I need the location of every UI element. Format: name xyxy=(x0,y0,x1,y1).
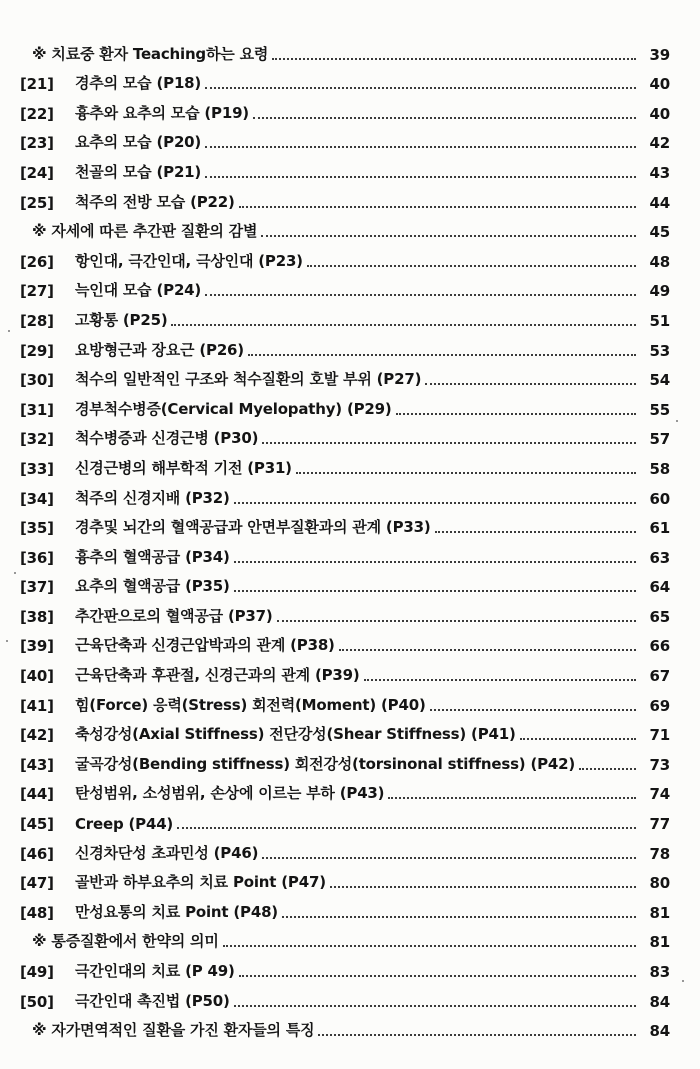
toc-entry-title: 고황통 (P25) xyxy=(75,310,168,329)
toc-entry-page-number: 60 xyxy=(649,489,670,508)
toc-entry-page-number: 83 xyxy=(649,963,670,981)
toc-entry-page-number: 71 xyxy=(649,726,670,745)
toc-entry-page-number: 54 xyxy=(649,371,670,390)
toc-entry-page-number: 74 xyxy=(649,785,670,804)
toc-note-entry xyxy=(20,34,670,64)
toc-entry-title: 근육단축과 신경근압박과의 관계 (P38) xyxy=(75,636,335,655)
dot-leader xyxy=(277,620,636,622)
scan-speck xyxy=(6,640,8,642)
toc-entry-title: 근육단축과 후관절, 신경근과의 관계 (P39) xyxy=(75,666,360,685)
toc-entry-number: [25] xyxy=(20,193,54,212)
toc-entry-title: 척수병증과 신경근병 (P30) xyxy=(75,429,259,448)
dot-leader xyxy=(272,58,636,60)
toc-entry xyxy=(20,123,670,153)
toc-entry xyxy=(20,64,670,94)
toc-entry-title: ※ 자세에 따른 추간판 질환의 감별 xyxy=(32,222,258,241)
toc-entry xyxy=(20,892,670,922)
table-of-contents xyxy=(20,34,670,1040)
toc-entry-number: [26] xyxy=(20,252,54,271)
dot-leader xyxy=(425,383,636,385)
toc-entry-page-number: 53 xyxy=(649,341,670,360)
toc-entry-title: ※ 치료중 환자 Teaching하는 요령 xyxy=(32,44,269,63)
dot-leader xyxy=(262,857,636,859)
toc-entry-page-number: 64 xyxy=(649,578,670,597)
toc-entry-number: [48] xyxy=(20,903,54,922)
toc-entry-number: [21] xyxy=(20,75,54,94)
dot-leader xyxy=(282,916,636,918)
toc-entry xyxy=(20,626,670,656)
toc-entry xyxy=(20,419,670,449)
toc-entry-title: 신경차단성 초과민성 (P46) xyxy=(75,843,259,862)
dot-leader xyxy=(330,886,636,888)
toc-entry-number: [46] xyxy=(20,844,54,863)
toc-entry xyxy=(20,389,670,419)
toc-note-entry xyxy=(20,1011,670,1041)
toc-entry-number: [28] xyxy=(20,311,54,330)
dot-leader xyxy=(318,1034,636,1036)
toc-entry-number: [50] xyxy=(20,992,54,1011)
toc-entry-number: [38] xyxy=(20,607,54,626)
dot-leader xyxy=(248,354,636,356)
toc-entry-number: [42] xyxy=(20,726,54,745)
toc-entry-number: [36] xyxy=(20,548,54,567)
toc-entry-number: [44] xyxy=(20,785,54,804)
toc-entry-title: 골반과 하부요추의 치료 Point (P47) xyxy=(75,873,326,892)
dot-leader xyxy=(171,324,636,326)
toc-entry xyxy=(20,744,670,774)
toc-entry xyxy=(20,655,670,685)
toc-entry xyxy=(20,478,670,508)
dot-leader xyxy=(262,442,636,444)
toc-entry-number: [40] xyxy=(20,667,54,686)
toc-entry xyxy=(20,448,670,478)
toc-entry-number: [30] xyxy=(20,371,54,390)
toc-entry-title: 극간인대 촉진법 (P50) xyxy=(75,991,230,1010)
toc-entry xyxy=(20,537,670,567)
toc-entry-number: [23] xyxy=(20,134,54,153)
toc-entry-title: 척수의 일반적인 구조와 척수질환의 호발 부위 (P27) xyxy=(75,370,422,389)
toc-entry xyxy=(20,360,670,390)
toc-entry-page-number: 80 xyxy=(649,874,670,893)
dot-leader xyxy=(205,87,636,89)
dot-leader xyxy=(223,945,636,947)
toc-entry-page-number: 65 xyxy=(649,607,670,626)
toc-entry-number: [45] xyxy=(20,815,54,834)
toc-entry xyxy=(20,803,670,833)
dot-leader xyxy=(253,117,636,119)
toc-entry-number: [32] xyxy=(20,430,54,449)
toc-note-entry xyxy=(20,922,670,952)
dot-leader xyxy=(205,294,636,296)
dot-leader xyxy=(205,176,636,178)
toc-entry-title: ※ 통증질환에서 한약의 의미 xyxy=(32,932,219,951)
toc-entry-page-number: 42 xyxy=(649,134,670,153)
toc-entry-title: 힘(Force) 응력(Stress) 회전력(Moment) (P40) xyxy=(75,695,426,714)
toc-entry xyxy=(20,93,670,123)
toc-entry-title: 경추및 뇌간의 혈액공급과 안면부질환과의 관계 (P33) xyxy=(75,518,431,537)
dot-leader xyxy=(205,146,636,148)
toc-entry xyxy=(20,981,670,1011)
toc-entry xyxy=(20,774,670,804)
toc-entry xyxy=(20,715,670,745)
toc-entry-page-number: 49 xyxy=(649,282,670,301)
toc-entry-number: [34] xyxy=(20,489,54,508)
toc-entry-page-number: 55 xyxy=(649,400,670,419)
toc-entry-page-number: 84 xyxy=(649,992,670,1011)
dot-leader xyxy=(234,1005,636,1007)
toc-entry-title: 요방형근과 장요근 (P26) xyxy=(75,340,244,359)
toc-entry xyxy=(20,300,670,330)
toc-entry-title: 척주의 신경지배 (P32) xyxy=(75,488,230,507)
dot-leader xyxy=(388,797,636,799)
toc-entry-title: 항인대, 극간인대, 극상인대 (P23) xyxy=(75,251,303,270)
toc-entry-title: 추간판으로의 혈액공급 (P37) xyxy=(75,606,273,625)
toc-entry-title: 경추의 모습 (P18) xyxy=(75,74,202,93)
toc-entry-number: [22] xyxy=(20,104,54,123)
toc-entry-page-number: 58 xyxy=(649,459,670,478)
toc-entry-page-number: 69 xyxy=(649,696,670,715)
toc-entry xyxy=(20,567,670,597)
toc-entry-page-number: 48 xyxy=(649,252,670,271)
toc-entry-title: 신경근병의 해부학적 기전 (P31) xyxy=(75,458,292,477)
dot-leader xyxy=(177,827,636,829)
dot-leader xyxy=(261,235,636,237)
toc-entry-number: [33] xyxy=(20,459,54,478)
toc-entry xyxy=(20,182,670,212)
toc-entry xyxy=(20,271,670,301)
toc-entry-page-number: 67 xyxy=(649,667,670,686)
dot-leader xyxy=(396,413,636,415)
dot-leader xyxy=(234,590,636,592)
toc-entry-title: 늑인대 모습 (P24) xyxy=(75,281,202,300)
toc-entry-title: 굴곡강성(Bending stiffness) 회전강성(torsinonal stiffness) (P42) xyxy=(75,754,576,773)
dot-leader xyxy=(239,206,636,208)
toc-entry-title: 극간인대의 치료 (P 49) xyxy=(75,962,235,980)
toc-note-entry xyxy=(20,212,670,242)
toc-entry-number: [31] xyxy=(20,400,54,419)
toc-entry-number: [47] xyxy=(20,874,54,893)
scan-speck xyxy=(676,420,678,422)
toc-entry-title: 척주의 전방 모습 (P22) xyxy=(75,192,235,211)
dot-leader xyxy=(234,502,636,504)
toc-entry-page-number: 44 xyxy=(649,193,670,212)
toc-entry-title: ※ 자가면역적인 질환을 가진 환자들의 특징 xyxy=(32,1021,315,1040)
toc-entry-number: [24] xyxy=(20,163,54,182)
toc-entry-number: [43] xyxy=(20,755,54,774)
toc-entry-number: [49] xyxy=(20,963,54,981)
toc-entry xyxy=(20,685,670,715)
toc-entry-title: 요추의 혈액공급 (P35) xyxy=(75,577,230,596)
toc-entry xyxy=(20,863,670,893)
dot-leader xyxy=(339,649,636,651)
toc-entry-page-number: 39 xyxy=(649,45,670,64)
dot-leader xyxy=(435,531,637,533)
toc-entry-title: Creep (P44) xyxy=(75,815,174,834)
toc-entry-number: [29] xyxy=(20,341,54,360)
dot-leader xyxy=(307,265,636,267)
scan-speck xyxy=(14,572,16,574)
toc-entry xyxy=(20,152,670,182)
toc-entry-title: 탄성범위, 소성범위, 손상에 이르는 부하 (P43) xyxy=(75,784,385,803)
toc-entry-page-number: 78 xyxy=(649,844,670,863)
toc-entry-title: 요추의 모습 (P20) xyxy=(75,133,202,152)
toc-entry-number: [37] xyxy=(20,578,54,597)
dot-leader xyxy=(430,709,636,711)
toc-entry-page-number: 57 xyxy=(649,430,670,449)
dot-leader xyxy=(364,679,636,681)
dot-leader xyxy=(296,472,636,474)
toc-entry-title: 천골의 모습 (P21) xyxy=(75,162,202,181)
toc-entry xyxy=(20,508,670,538)
toc-entry-page-number: 63 xyxy=(649,548,670,567)
toc-entry-page-number: 40 xyxy=(649,75,670,94)
toc-entry xyxy=(20,833,670,863)
toc-entry-page-number: 84 xyxy=(649,1022,670,1041)
toc-entry-number: [27] xyxy=(20,282,54,301)
toc-entry-page-number: 66 xyxy=(649,637,670,656)
toc-entry-title: 축성강성(Axial Stiffness) 전단강성(Shear Stiffness) (P41) xyxy=(75,725,516,744)
toc-entry-title: 경부척수병증(Cervical Myelopathy) (P29) xyxy=(75,399,392,418)
toc-entry-number: [41] xyxy=(20,696,54,715)
dot-leader xyxy=(520,738,636,740)
toc-entry-title: 흉추와 요추의 모습 (P19) xyxy=(75,103,249,122)
toc-entry-page-number: 81 xyxy=(649,903,670,922)
toc-entry-page-number: 81 xyxy=(649,933,670,952)
dot-leader xyxy=(579,768,636,770)
toc-entry-page-number: 40 xyxy=(649,104,670,123)
toc-entry-number: [39] xyxy=(20,637,54,656)
toc-entry-title: 흉추의 혈액공급 (P34) xyxy=(75,547,230,566)
dot-leader xyxy=(239,975,636,977)
toc-entry-page-number: 73 xyxy=(649,755,670,774)
toc-entry-number: [35] xyxy=(20,519,54,538)
toc-entry xyxy=(20,241,670,271)
dot-leader xyxy=(234,561,636,563)
toc-entry-page-number: 45 xyxy=(649,223,670,242)
toc-entry xyxy=(20,330,670,360)
scan-speck xyxy=(682,980,684,982)
toc-entry-page-number: 51 xyxy=(649,311,670,330)
toc-entry-page-number: 43 xyxy=(649,163,670,182)
toc-entry-title: 만성요통의 치료 Point (P48) xyxy=(75,902,278,921)
toc-entry xyxy=(20,951,670,981)
toc-entry-page-number: 77 xyxy=(649,815,670,834)
toc-entry-page-number: 61 xyxy=(649,519,670,538)
toc-entry xyxy=(20,596,670,626)
scan-speck xyxy=(8,330,10,332)
